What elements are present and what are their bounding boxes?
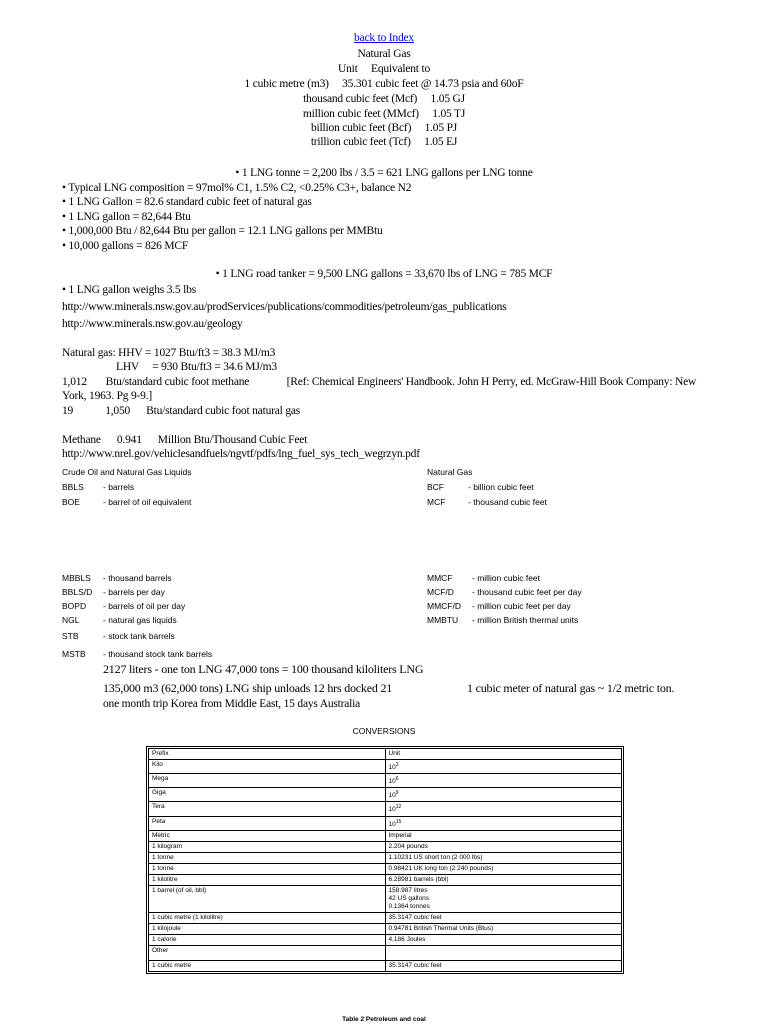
- cell-value: 10: [388, 764, 396, 772]
- unit-heading: Unit Equivalent to: [337, 63, 431, 75]
- table-row: [149, 760, 622, 774]
- abbrev-right-heading: Natural Gas: [427, 467, 473, 477]
- unit-row: million cubic feet (MMcf) 1.05 TJ: [302, 108, 466, 120]
- natgas-btu-line: 19 1,050 Btu/standard cubic foot natural gas: [62, 405, 301, 417]
- table-row: [149, 830, 622, 841]
- abbrev-desc: - barrels of oil per day: [103, 601, 186, 611]
- url-text: http://www.minerals.nsw.gov.au/prodServices/publications/commodities/petroleum/gas_publications: [62, 301, 507, 313]
- abbrev-desc: - million cubic feet per day: [472, 601, 571, 611]
- table-cell: [385, 788, 622, 802]
- abbrev-left-heading: Crude Oil and Natural Gas Liquids: [62, 467, 192, 477]
- abbrev-desc: - thousand stock tank barrels: [103, 649, 213, 659]
- methane-ref-line-2: York, 1963. Pg 9-9.]: [62, 390, 153, 402]
- abbrev-code: MBBLS: [62, 573, 91, 583]
- table-cell: [385, 802, 622, 816]
- hhv-line: Natural gas: HHV = 1027 Btu/ft3 = 38.3 MJ/m3: [62, 347, 276, 359]
- abbrev-code: MMBTU: [427, 615, 459, 625]
- abbrev-code: MSTB: [62, 649, 86, 659]
- trip-line: one month trip Korea from Middle East, 15 days Australia: [103, 698, 361, 710]
- table-row: [149, 816, 622, 830]
- conversions-heading: CONVERSIONS: [352, 726, 416, 736]
- abbrev-desc: - thousand cubic feet per day: [472, 587, 582, 597]
- cell-value: 6.28981 barrels (bbl): [388, 875, 449, 883]
- cell-value: 0.1364 tonnes: [388, 902, 430, 910]
- abbrev-code: BBLS: [62, 482, 84, 492]
- table-cell: [385, 923, 622, 934]
- abbrev-code: BOPD: [62, 601, 87, 611]
- cell-exponent: 15: [395, 818, 402, 825]
- abbrev-desc: - thousand barrels: [103, 573, 172, 583]
- table-cell: 1 cubic metre (1 kilolitre): [149, 912, 386, 923]
- table-cell: [385, 830, 622, 841]
- ship-line: 135,000 m3 (62,000 tons) LNG ship unloads 12 hrs docked 21: [103, 681, 393, 695]
- cell-value: 4.186 Joules: [388, 935, 426, 943]
- table-cell: 1 tonne: [149, 863, 386, 874]
- cell-value: 10: [388, 820, 396, 828]
- road-tanker-line: • 1 LNG road tanker = 9,500 LNG gallons = 33,670 lbs of LNG = 785 MCF: [215, 268, 553, 280]
- table-row: [149, 852, 622, 863]
- methane-ref-line: 1,012 Btu/standard cubic foot methane [Ref: Chemical Engineers' Handbook. John H Perry, ed. McGraw-Hill Book Company: New: [62, 376, 697, 388]
- table-row: [149, 960, 622, 971]
- abbrev-desc: - natural gas liquids: [103, 615, 177, 625]
- abbrev-code: MCF: [427, 497, 446, 507]
- table-cell: Kilo: [149, 760, 386, 774]
- table-cell: [385, 960, 622, 971]
- abbrev-code: MMCF/D: [427, 601, 461, 611]
- abbrev-desc: - million cubic feet: [472, 573, 541, 583]
- abbrev-desc: - thousand cubic feet: [468, 497, 547, 507]
- table-row: [149, 802, 622, 816]
- table-cell: Tera: [149, 802, 386, 816]
- table-row: [149, 841, 622, 852]
- abbrev-desc: - barrels: [103, 482, 135, 492]
- abbrev-code: MCF/D: [427, 587, 454, 597]
- table-row: [149, 912, 622, 923]
- cell-value: 35.3147 cubic feet: [388, 913, 442, 921]
- page-title: Natural Gas: [357, 48, 411, 60]
- back-to-index-link[interactable]: back to Index: [354, 32, 414, 44]
- abbrev-code: MMCF: [427, 573, 453, 583]
- abbrev-desc: - barrel of oil equivalent: [103, 497, 192, 507]
- cell-exponent: 12: [395, 804, 402, 811]
- abbrev-code: NGL: [62, 615, 80, 625]
- table-cell: Mega: [149, 774, 386, 788]
- table-cell: 1 tonne: [149, 852, 386, 863]
- table-cell: [385, 945, 622, 960]
- cell-value: 10: [388, 792, 396, 800]
- table-cell: [385, 912, 622, 923]
- cell-value: Imperial: [388, 831, 412, 839]
- abbrev-desc: - barrels per day: [103, 587, 165, 597]
- table-row: [149, 885, 622, 912]
- cell-exponent: 6: [395, 776, 399, 783]
- methane-line: Methane 0.941 Million Btu/Thousand Cubic Feet: [62, 434, 308, 446]
- abbrev-code: BOE: [62, 497, 80, 507]
- cell-exponent: 3: [395, 762, 399, 768]
- conversions-table: [148, 748, 622, 972]
- table-cell: [385, 934, 622, 945]
- table-row: [149, 774, 622, 788]
- table-cell: [385, 841, 622, 852]
- unit-row: trillion cubic feet (Tcf) 1.05 EJ: [310, 136, 458, 148]
- table-cell: Metric: [149, 830, 386, 841]
- table-row: [149, 749, 622, 760]
- table-row: [149, 934, 622, 945]
- table-cell: [385, 852, 622, 863]
- abbrev-code: STB: [62, 631, 79, 641]
- table-cell: 1 kilojoule: [149, 923, 386, 934]
- table-cell: Other: [149, 945, 386, 960]
- table-row: [149, 788, 622, 802]
- table-cell: 1 kilolitre: [149, 874, 386, 885]
- abbrev-desc: - billion cubic feet: [468, 482, 534, 492]
- cell-exponent: 9: [395, 790, 399, 797]
- abbrev-desc: - stock tank barrels: [103, 631, 175, 641]
- bullet-item: • 1 LNG gallon = 82,644 Btu: [62, 211, 191, 223]
- liters-line: 2127 liters - one ton LNG 47,000 tons = 100 thousand kiloliters LNG: [103, 662, 424, 676]
- unit-row: 1 cubic metre (m3) 35.301 cubic feet @ 14.73 psia and 60oF: [244, 78, 524, 90]
- table-row: [149, 923, 622, 934]
- table-cell: Prefix: [149, 749, 386, 760]
- table-cell: [385, 749, 622, 760]
- table-cell: [385, 760, 622, 774]
- cell-value: 42 US gallons: [388, 894, 429, 902]
- cell-value: 0.94781 British Thermal Units (Btus): [388, 924, 494, 932]
- table-caption: Table 2 Petroleum and coal: [342, 1016, 426, 1023]
- cell-value: 35.3147 cubic feet: [388, 961, 442, 969]
- table-cell: 1 kilogram: [149, 841, 386, 852]
- cell-value: 10: [388, 806, 396, 814]
- gallon-weight-line: • 1 LNG gallon weighs 3.5 lbs: [62, 284, 196, 296]
- cell-value: Unit: [388, 750, 401, 757]
- table-row: [149, 945, 622, 960]
- abbrev-desc: - million British thermal units: [472, 615, 579, 625]
- abbrev-code: BBLS/D: [62, 587, 93, 597]
- table-row: [149, 863, 622, 874]
- cell-value: 2.204 pounds: [388, 842, 428, 850]
- table-cell: 1 cubic metre: [149, 960, 386, 971]
- bullet-item: • 10,000 gallons = 826 MCF: [62, 240, 189, 252]
- table-cell: [385, 874, 622, 885]
- url-text: http://www.minerals.nsw.gov.au/geology: [62, 318, 243, 330]
- bullet-item: • 1,000,000 Btu / 82,644 Btu per gallon = 12.1 LNG gallons per MMBtu: [62, 225, 383, 237]
- cell-value: 10: [388, 778, 396, 786]
- abbrev-code: BCF: [427, 482, 444, 492]
- lng-tonne-line: • 1 LNG tonne = 2,200 lbs / 3.5 = 621 LNG gallons per LNG tonne: [235, 167, 533, 179]
- metric-ton-line: 1 cubic meter of natural gas ~ 1/2 metric ton.: [467, 681, 675, 695]
- unit-row: billion cubic feet (Bcf) 1.05 PJ: [310, 122, 458, 134]
- unit-row: thousand cubic feet (Mcf) 1.05 GJ: [303, 93, 465, 105]
- table-cell: [385, 774, 622, 788]
- table-row: [149, 874, 622, 885]
- cell-value: 1.10231 US short ton (2 000 lbs): [388, 853, 483, 861]
- table-cell: [385, 885, 622, 912]
- table-cell: 1 calorie: [149, 934, 386, 945]
- cell-value: 0.98421 UK long ton (2 240 pounds): [388, 864, 494, 872]
- bullet-item: • Typical LNG composition = 97mol% C1, 1.5% C2, <0.25% C3+, balance N2: [62, 182, 412, 194]
- back-to-index-link-row: [0, 30, 768, 46]
- table-cell: [385, 816, 622, 830]
- bullet-item: • 1 LNG Gallon = 82.6 standard cubic feet of natural gas: [62, 196, 312, 208]
- table-cell: Peta: [149, 816, 386, 830]
- table-cell: 1 barrel (of oil, bbl): [149, 885, 386, 912]
- table-cell: Giga: [149, 788, 386, 802]
- cell-value: 158.987 litres: [388, 886, 428, 894]
- lhv-line: LHV = 930 Btu/ft3 = 34.6 MJ/m3: [116, 361, 277, 373]
- table-cell: [385, 863, 622, 874]
- nrel-url-text: http://www.nrel.gov/vehiclesandfuels/ngvtf/pdfs/lng_fuel_sys_tech_wegrzyn.pdf: [62, 448, 420, 460]
